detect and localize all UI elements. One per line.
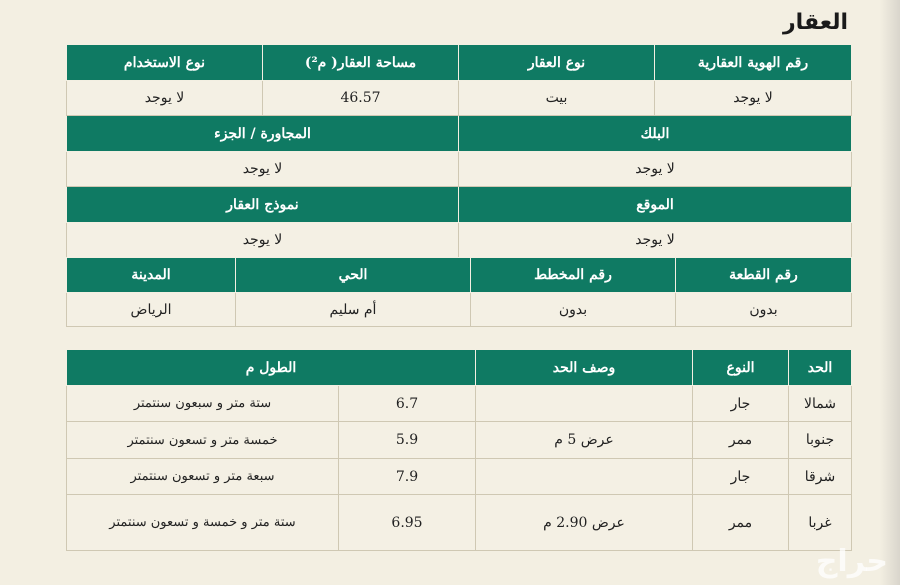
property-model-header: نموذج العقار <box>67 187 459 223</box>
table-row <box>67 422 852 459</box>
boundaries-table <box>66 349 852 551</box>
usage-type-value: لا يوجد <box>67 81 263 116</box>
boundary-type: ممر <box>693 495 789 551</box>
boundary-length-words: خمسة متر و تسعون سنتمتر <box>67 422 339 459</box>
section-title: العقار <box>783 10 848 35</box>
plot-table <box>66 257 852 327</box>
property-id-value: لا يوجد <box>655 81 852 116</box>
boundary-side: شمالا <box>789 386 852 422</box>
table-row <box>67 495 852 551</box>
location-value: لا يوجد <box>459 223 852 258</box>
district-header: الحي <box>236 258 471 293</box>
boundary-side: جنوبا <box>789 422 852 459</box>
boundary-length: 6.95 <box>339 495 476 551</box>
table-row <box>67 386 852 422</box>
description-header: وصف الحد <box>476 350 693 386</box>
property-type-header: نوع العقار <box>459 45 655 81</box>
boundary-type: جار <box>693 459 789 495</box>
boundary-type: ممر <box>693 422 789 459</box>
boundary-type: جار <box>693 386 789 422</box>
usage-type-header: نوع الاستخدام <box>67 45 263 81</box>
boundary-description: عرض 2.90 م <box>476 495 693 551</box>
block-value: لا يوجد <box>459 152 852 187</box>
plan-number-header: رقم المخطط <box>471 258 676 293</box>
boundary-description <box>476 386 693 422</box>
property-id-header: رقم الهوية العقارية <box>655 45 852 81</box>
neighborhood-part-header: المجاورة / الجزء <box>67 116 459 152</box>
length-header: الطول م <box>67 350 476 386</box>
boundary-side: شرقا <box>789 459 852 495</box>
property-type-value: بيت <box>459 81 655 116</box>
boundary-length-words: سبعة متر و تسعون سنتمتر <box>67 459 339 495</box>
property-table <box>66 44 852 258</box>
boundary-length-words: ستة متر و خمسة و تسعون سنتمتر <box>67 495 339 551</box>
table-row <box>67 459 852 495</box>
boundary-description <box>476 459 693 495</box>
location-header: الموقع <box>459 187 852 223</box>
watermark-logo: حراج <box>815 544 888 579</box>
city-header: المدينة <box>67 258 236 293</box>
plot-number-value: بدون <box>676 293 852 327</box>
block-header: البلك <box>459 116 852 152</box>
plot-number-header: رقم القطعة <box>676 258 852 293</box>
neighborhood-part-value: لا يوجد <box>67 152 459 187</box>
boundary-length: 6.7 <box>339 386 476 422</box>
boundary-side: غربا <box>789 495 852 551</box>
boundary-length-words: ستة متر و سبعون سنتمتر <box>67 386 339 422</box>
city-value: الرياض <box>67 293 236 327</box>
plan-number-value: بدون <box>471 293 676 327</box>
property-area-value: 46.57 <box>263 81 459 116</box>
property-area-header: مساحة العقار( م²) <box>263 45 459 81</box>
side-header: الحد <box>789 350 852 386</box>
boundary-length: 7.9 <box>339 459 476 495</box>
page-edge-shadow <box>880 0 900 585</box>
property-model-value: لا يوجد <box>67 223 459 258</box>
boundary-description: عرض 5 م <box>476 422 693 459</box>
boundary-length: 5.9 <box>339 422 476 459</box>
type-header: النوع <box>693 350 789 386</box>
district-value: أم سليم <box>236 293 471 327</box>
